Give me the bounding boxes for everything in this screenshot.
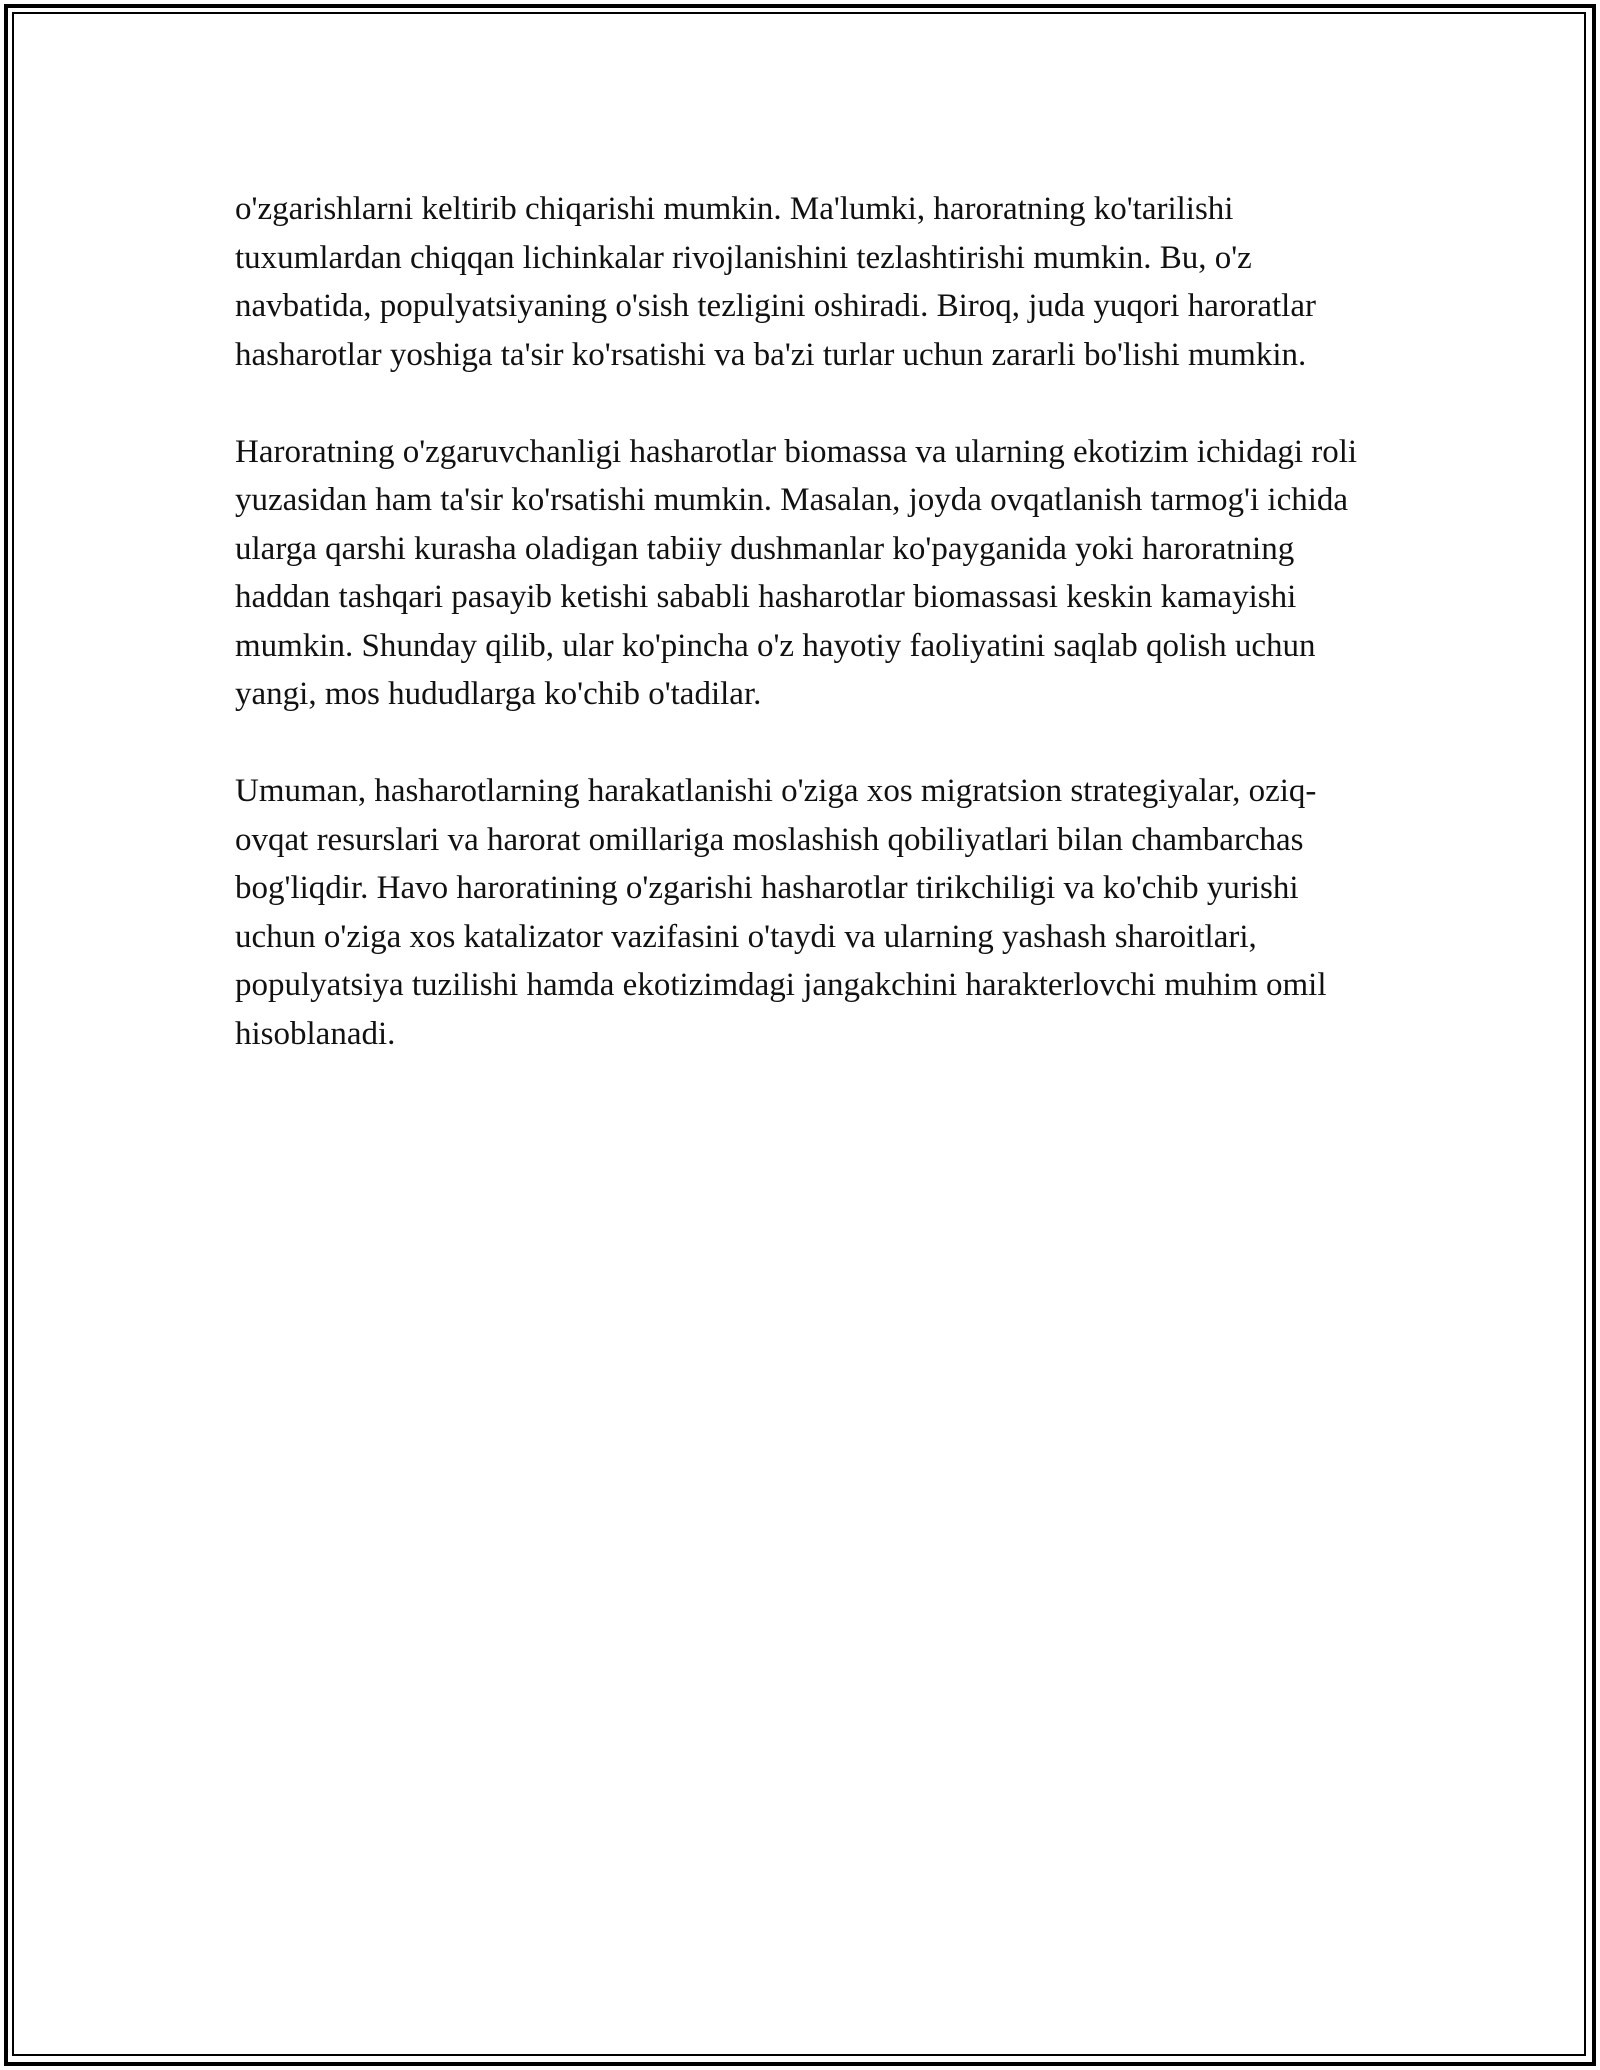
paragraph-1: o'zgarishlarni keltirib chiqarishi mumkin. Ma'lumki, haroratning ko'tarilishi tuxumlardan chiqqan lichinkalar rivojlanishini tezlashtirishi mumkin. Bu, o'z navbatida, populyatsiyaning o'sish tezligini oshiradi. Biroq, juda yuqori haroratlar hasharotlar yoshiga ta'sir ko'rsatishi va ba'zi turlar uchun zararli bo'lishi mumkin. [235, 191, 1316, 373]
document-body [235, 185, 1370, 1107]
paragraph-2: Haroratning o'zgaruvchanligi hasharotlar biomassa va ularning ekotizim ichidagi roli yuzasidan ham ta'sir ko'rsatishi mumkin. Masalan, joyda ovqatlanish tarmog'i ichida ularga qarshi kurasha oladigan tabiiy dushmanlar ko'payganida yoki haroratning haddan tashqari pasayib ketishi sababli hasharotlar biomassasi keskin kamayishi mumkin. Shunday qilib, ular ko'pincha o'z hayotiy faoliyatini saqlab qolish uchun yangi, mos hududlarga ko'chib o'tadilar. [235, 433, 1358, 712]
paragraph-3: Umuman, hasharotlarning harakatlanishi o'ziga xos migratsion strategiyalar, oziq-ovqat resurslari va harorat omillariga moslashish qobiliyatlari bilan chambarchas bog'liqdir. Havo haroratining o'zgarishi hasharotlar tirikchiligi va ko'chib yurishi uchun o'ziga xos katalizator vazifasini o'taydi va ularning yashash sharoitlari, populyatsiya tuzilishi hamda ekotizimdagi jangakchini harakterlovchi muhim omil hisoblanadi. [235, 773, 1327, 1052]
